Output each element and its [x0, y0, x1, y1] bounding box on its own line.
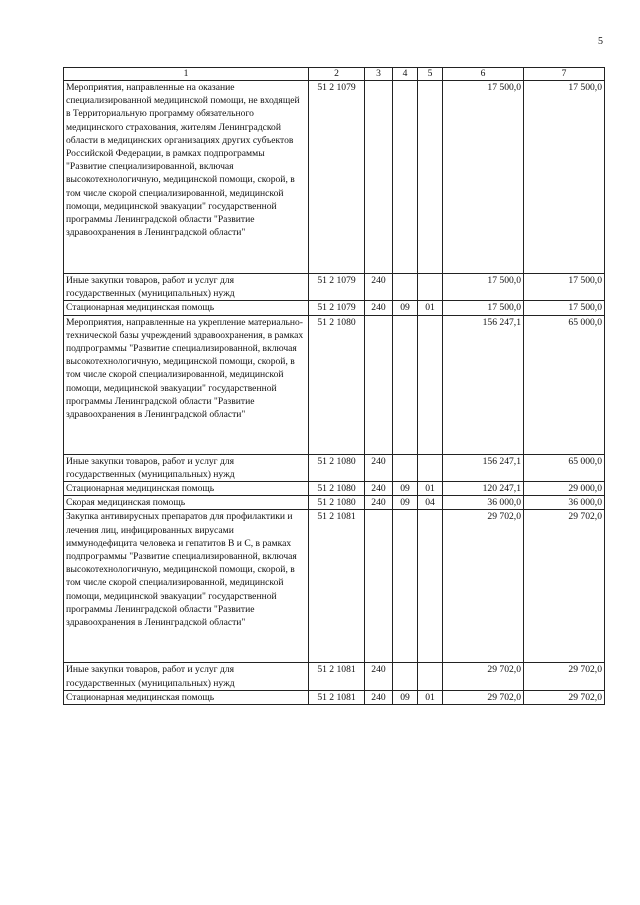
- column-header: 4: [393, 68, 418, 81]
- table-row: [64, 496, 605, 510]
- row-col7: 17 500,0: [524, 274, 605, 301]
- row-col4: [393, 315, 418, 454]
- row-col4: 09: [393, 496, 418, 510]
- row-col5: 01: [418, 482, 443, 496]
- row-col4: 09: [393, 690, 418, 704]
- column-header: 3: [365, 68, 393, 81]
- row-col7: 29 000,0: [524, 482, 605, 496]
- table-row: [64, 454, 605, 481]
- row-col3: 240: [365, 454, 393, 481]
- row-col3: 240: [365, 690, 393, 704]
- row-col3: 240: [365, 482, 393, 496]
- row-col6: 120 247,1: [443, 482, 524, 496]
- row-col4: [393, 663, 418, 690]
- row-col5: [418, 510, 443, 663]
- row-code: 51 2 1080: [309, 482, 365, 496]
- row-code: 51 2 1079: [309, 301, 365, 315]
- row-col4: [393, 510, 418, 663]
- row-col7: 29 702,0: [524, 663, 605, 690]
- row-name: Мероприятия, направленные на укрепление материально-технической базы учреждений здравоохранения, в рамках подпрограммы "Развитие специализированной, включая высокотехнологичную, медицинской помощи, скорой, в том числе скорой специализированной, медицинской помощи, медицинской эвакуации" государственной программы Ленинградской области "Развитие здравоохранения в Ленинградской области": [64, 315, 309, 454]
- row-col6: 17 500,0: [443, 301, 524, 315]
- table-header-row: [64, 68, 605, 81]
- table-row: [64, 663, 605, 690]
- row-col7: 17 500,0: [524, 81, 605, 274]
- row-col5: 01: [418, 690, 443, 704]
- row-col6: 29 702,0: [443, 690, 524, 704]
- table-row: [64, 301, 605, 315]
- row-col7: 29 702,0: [524, 690, 605, 704]
- row-name: Скорая медицинская помощь: [64, 496, 309, 510]
- row-name: Иные закупки товаров, работ и услуг для государственных (муниципальных) нужд: [64, 663, 309, 690]
- row-col5: [418, 454, 443, 481]
- row-code: 51 2 1079: [309, 274, 365, 301]
- row-col5: [418, 274, 443, 301]
- column-header: 5: [418, 68, 443, 81]
- row-col5: [418, 663, 443, 690]
- row-col6: 156 247,1: [443, 315, 524, 454]
- column-header: 2: [309, 68, 365, 81]
- column-header: 1: [64, 68, 309, 81]
- row-name: Иные закупки товаров, работ и услуг для государственных (муниципальных) нужд: [64, 454, 309, 481]
- row-name: Стационарная медицинская помощь: [64, 482, 309, 496]
- table-row: [64, 510, 605, 663]
- row-col3: [365, 81, 393, 274]
- column-header: 7: [524, 68, 605, 81]
- row-code: 51 2 1081: [309, 690, 365, 704]
- row-name: Закупка антивирусных препаратов для профилактики и лечения лиц, инфицированных вирусами иммунодефицита человека и гепатитов В и С, в рамках подпрограммы "Развитие специализированной, включая высокотехнологичную, медицинской помощи, скорой, в том числе скорой специализированной, медицинской помощи, медицинской эвакуации" государственной программы Ленинградской области "Развитие здравоохранения в Ленинградской области": [64, 510, 309, 663]
- column-header: 6: [443, 68, 524, 81]
- row-col7: 36 000,0: [524, 496, 605, 510]
- row-col3: 240: [365, 274, 393, 301]
- row-code: 51 2 1081: [309, 663, 365, 690]
- row-col6: 29 702,0: [443, 663, 524, 690]
- row-col3: 240: [365, 663, 393, 690]
- row-name: Мероприятия, направленные на оказание специализированной медицинской помощи, не входящей в Территориальную программу обязательного медицинского страхования, жителям Ленинградской области в медицинских организациях других субъектов Российской Федерации, в рамках подпрограммы "Развитие специализированной, включая высокотехнологичную, медицинской помощи, скорой, в том числе скорой специализированной, медицинской помощи, медицинской эвакуации" государственной программы Ленинградской области "Развитие здравоохранения в Ленинградской области": [64, 81, 309, 274]
- row-col7: 65 000,0: [524, 454, 605, 481]
- budget-table: [63, 67, 605, 705]
- row-name: Стационарная медицинская помощь: [64, 301, 309, 315]
- row-col3: [365, 510, 393, 663]
- page-number: 5: [598, 36, 603, 47]
- row-name: Иные закупки товаров, работ и услуг для государственных (муниципальных) нужд: [64, 274, 309, 301]
- table-row: [64, 482, 605, 496]
- row-col7: 65 000,0: [524, 315, 605, 454]
- row-col4: [393, 454, 418, 481]
- row-col5: 04: [418, 496, 443, 510]
- row-col3: 240: [365, 301, 393, 315]
- row-code: 51 2 1080: [309, 315, 365, 454]
- row-code: 51 2 1080: [309, 454, 365, 481]
- row-name: Стационарная медицинская помощь: [64, 690, 309, 704]
- table-row: [64, 690, 605, 704]
- row-code: 51 2 1081: [309, 510, 365, 663]
- row-col5: 01: [418, 301, 443, 315]
- table-row: [64, 81, 605, 274]
- row-col6: 36 000,0: [443, 496, 524, 510]
- row-col7: 29 702,0: [524, 510, 605, 663]
- row-col4: 09: [393, 482, 418, 496]
- row-col4: [393, 81, 418, 274]
- row-code: 51 2 1080: [309, 496, 365, 510]
- table-row: [64, 274, 605, 301]
- row-code: 51 2 1079: [309, 81, 365, 274]
- row-col6: 29 702,0: [443, 510, 524, 663]
- row-col6: 156 247,1: [443, 454, 524, 481]
- row-col5: [418, 81, 443, 274]
- row-col3: [365, 315, 393, 454]
- row-col5: [418, 315, 443, 454]
- table-row: [64, 315, 605, 454]
- row-col4: [393, 274, 418, 301]
- row-col7: 17 500,0: [524, 301, 605, 315]
- row-col3: 240: [365, 496, 393, 510]
- row-col6: 17 500,0: [443, 81, 524, 274]
- row-col6: 17 500,0: [443, 274, 524, 301]
- row-col4: 09: [393, 301, 418, 315]
